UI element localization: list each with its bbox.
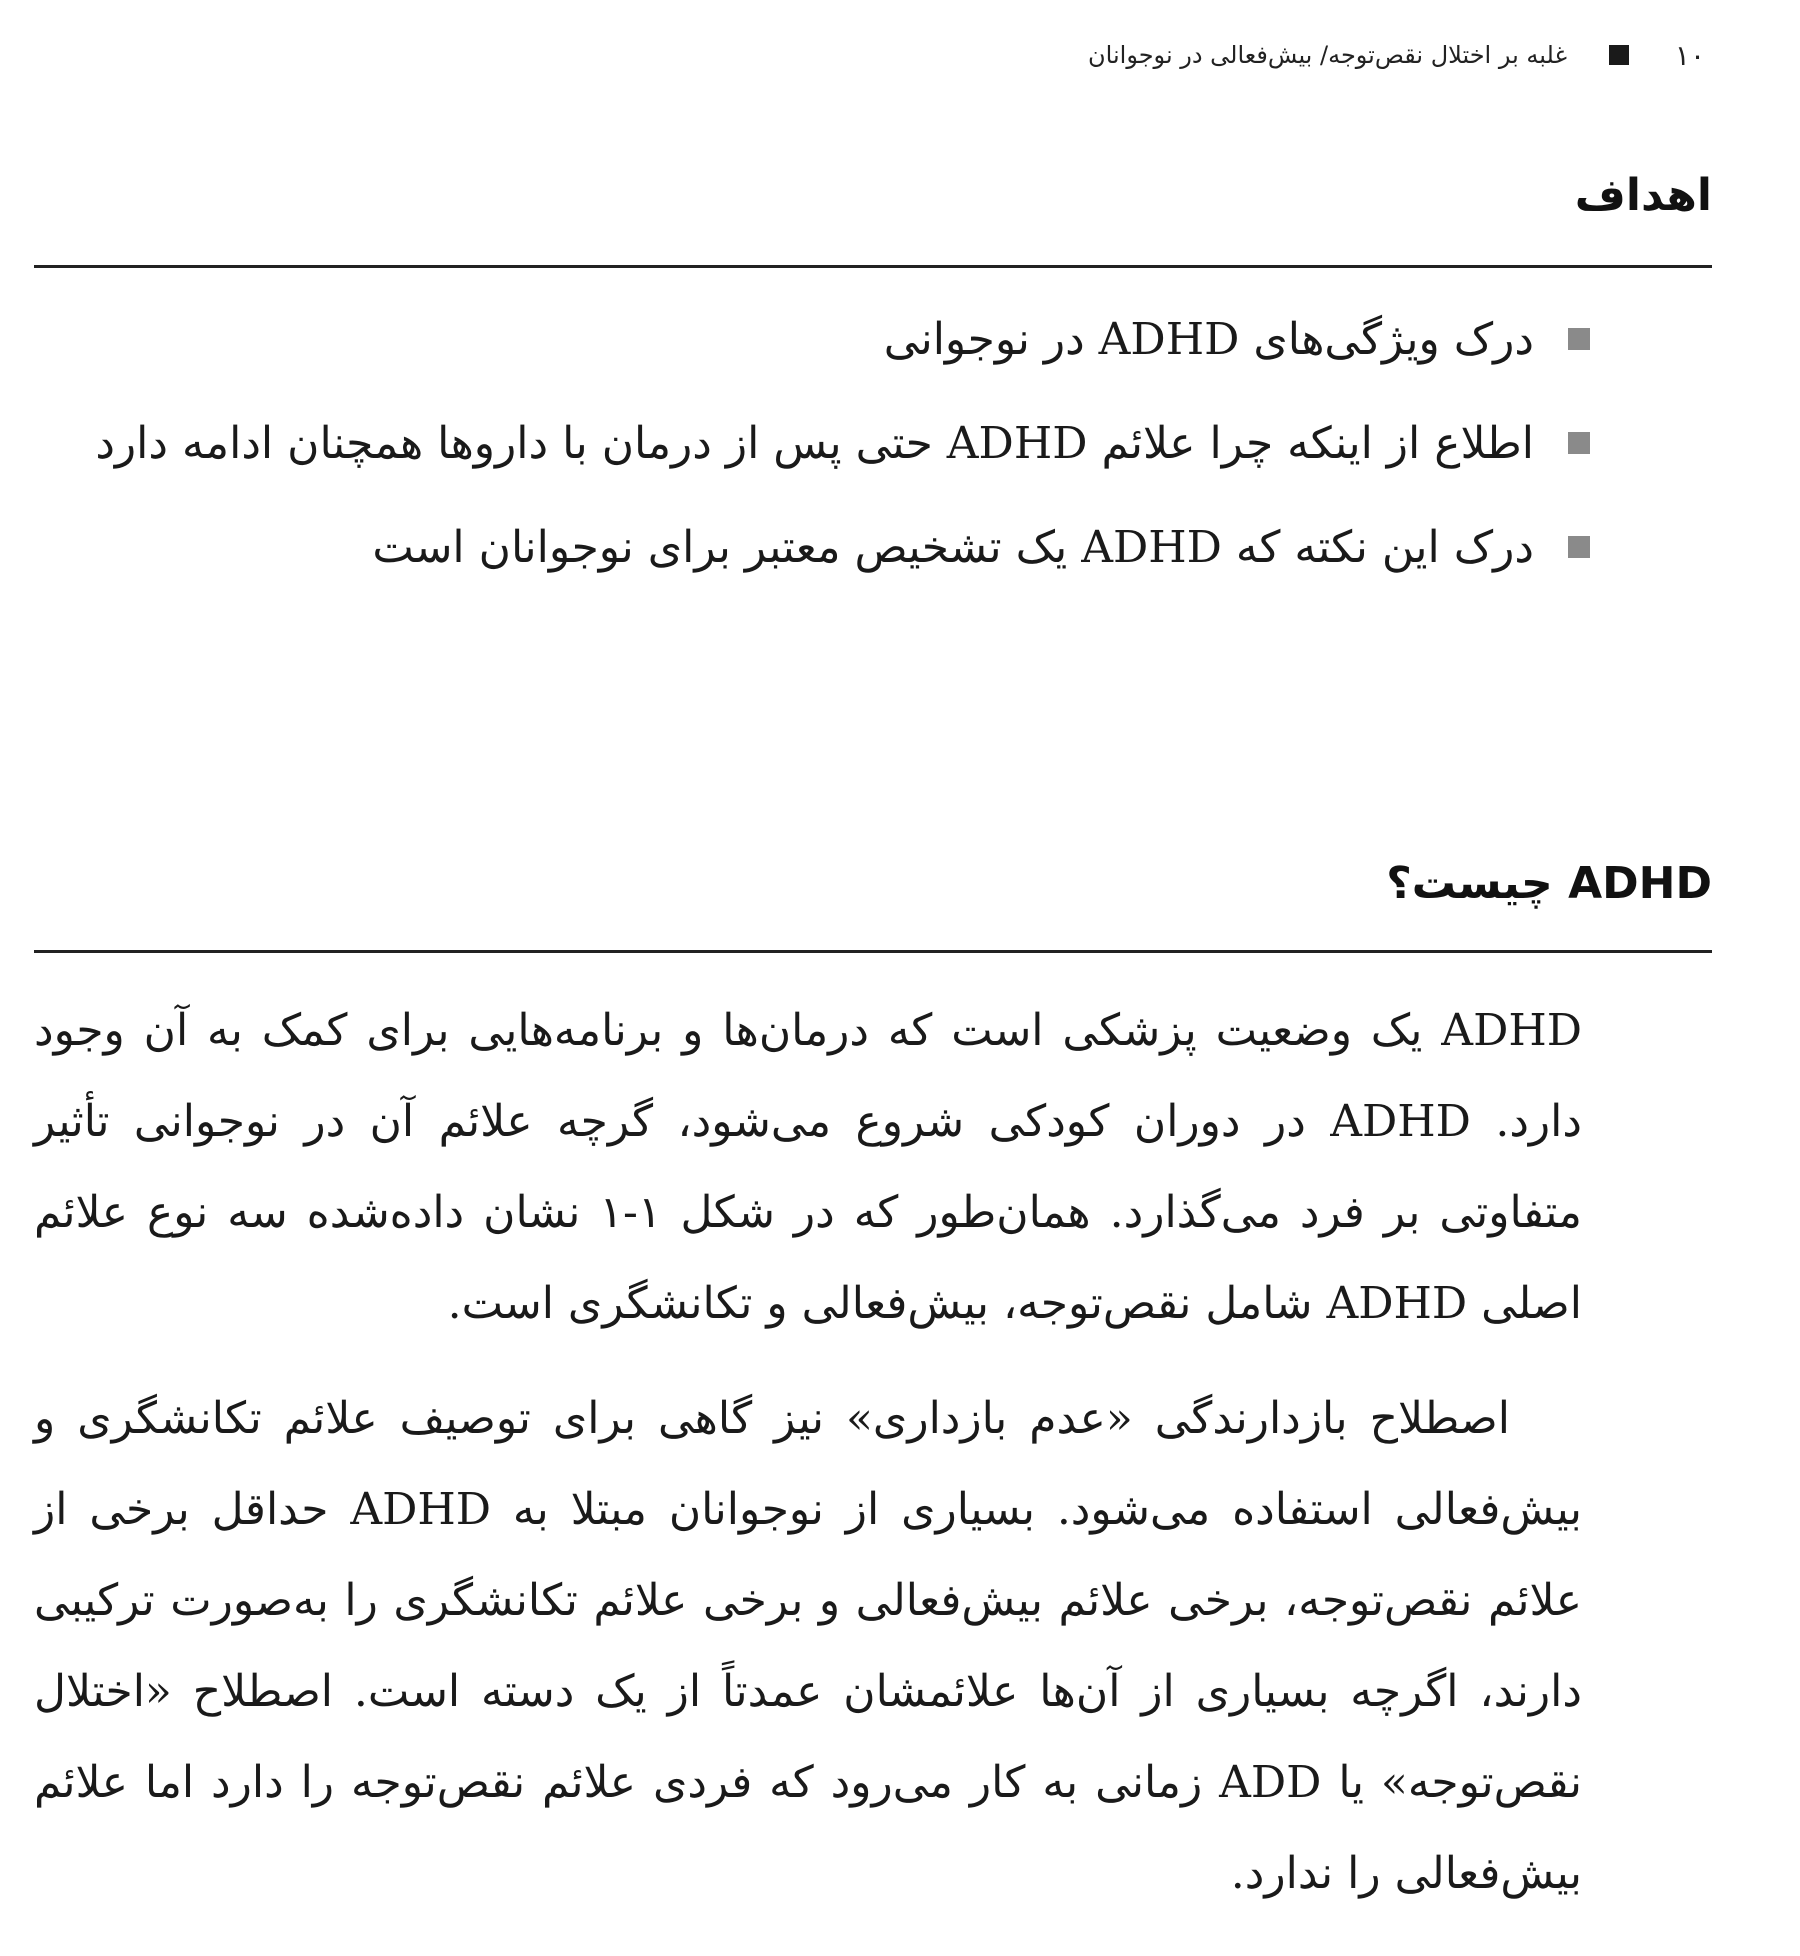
square-bullet-icon <box>1568 328 1590 350</box>
square-bullet-icon <box>1568 432 1590 454</box>
page-number: ۱۰ <box>1674 38 1705 72</box>
objective-text: درک ویژگی‌های ADHD در نوجوانی <box>883 314 1534 365</box>
running-book-title: غلبه بر اختلال نقص‌توجه/ بیش‌فعالی در نوجوانان <box>1088 41 1567 69</box>
objectives-rule <box>34 265 1712 268</box>
objective-text: درک این نکته که ADHD یک تشخیص معتبر برای نوجوانان است <box>372 522 1534 573</box>
section-heading: ADHD چیست؟ <box>1386 858 1712 909</box>
square-bullet-icon <box>1568 536 1590 558</box>
list-item <box>30 300 1590 380</box>
section-rule <box>34 950 1712 953</box>
objectives-heading: اهداف <box>1574 170 1712 221</box>
list-item <box>30 404 1590 484</box>
square-bullet-icon <box>1609 45 1629 65</box>
list-item <box>30 508 1590 588</box>
objective-text: اطلاع از اینکه چرا علائم ADHD حتی پس از درمان با داروها همچنان ادامه دارد <box>95 418 1534 469</box>
body-paragraph: اصطلاح بازدارندگی «عدم بازداری» نیز گاهی برای توصیف علائم تکانشگری و بیش‌فعالی استفاده می‌شود. بسیاری از نوجوانان مبتلا به ADHD حداقل برخی از علائم نقص‌توجه، برخی علائم بیش‌فعالی و برخی علائم تکانشگری را به‌صورت ترکیبی دارند، اگرچه بسیاری از آن‌ها علائمشان عمدتاً از یک دسته است. اصطلاح «اختلال نقص‌توجه» یا ADD زمانی به کار می‌رود که فردی علائم نقص‌توجه را دارد اما علائم بیش‌فعالی را ندارد. <box>34 1393 1583 1899</box>
objectives-list <box>30 300 1590 612</box>
body-paragraph: ADHD یک وضعیت پزشکی است که درمان‌ها و برنامه‌هایی برای کمک به آن وجود دارد. ADHD در دوران کودکی شروع می‌شود، گرچه علائم آن در نوجوانی تأثیر متفاوتی بر فرد می‌گذارد. همان‌طور که در شکل ۱-۱ نشان داده‌شده سه نوع علائم اصلی ADHD شامل نقص‌توجه، بیش‌فعالی و تکانشگری است. <box>34 1005 1582 1329</box>
running-header <box>980 30 1705 80</box>
